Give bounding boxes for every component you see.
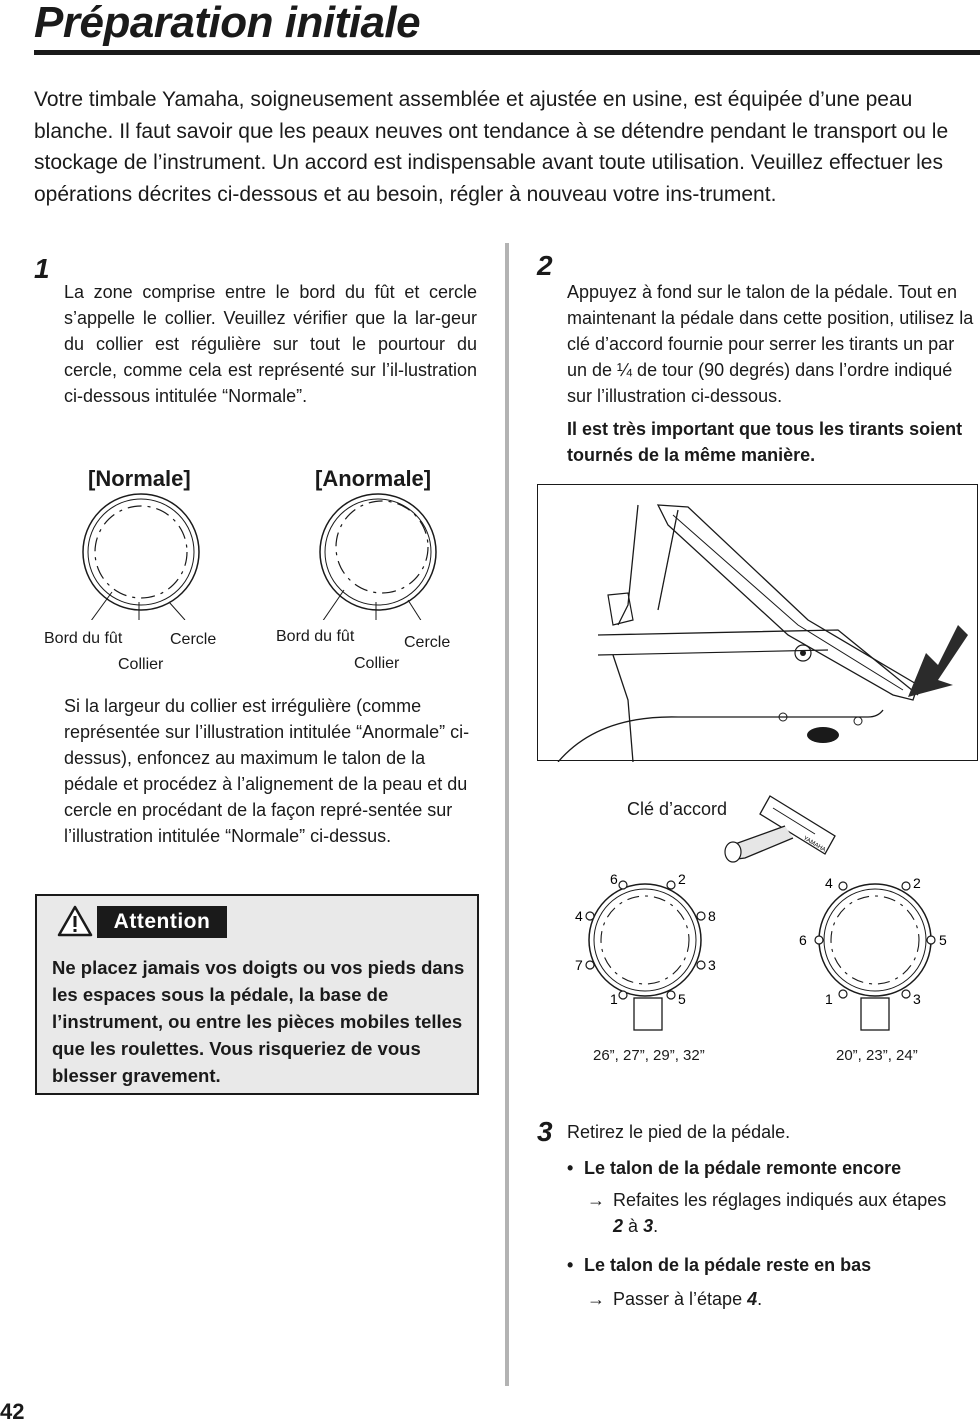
step-1-text: La zone comprise entre le bord du fût et cercle s’appelle le collier. Veuillez vérifier que la lar-geur du collier est régulière sur tout le pourtour du cercle, comme cela est représenté sur l’il-lustration ci-dessous intitulée “Normale”.	[64, 282, 477, 406]
order-label: 8	[708, 908, 716, 924]
order-label: 5	[939, 932, 947, 948]
tuning-key-brand: YAMAHA	[801, 835, 827, 854]
step-2-emphasis: Il est très important que tous les tirants soient tournés de la même manière.	[567, 419, 963, 465]
bullet-mark: •	[567, 1255, 574, 1275]
order-label: 4	[825, 875, 833, 891]
order-label: 4	[575, 908, 583, 924]
order-label: 6	[799, 932, 807, 948]
step-ref-end: .	[757, 1289, 763, 1309]
bullet-1-steps	[613, 1213, 658, 1239]
page-number: 42	[0, 1399, 25, 1424]
order-label: 6	[610, 871, 618, 887]
step-3-text: Retirez le pied de la pédale.	[567, 1122, 791, 1142]
order-label: 5	[678, 991, 686, 1007]
bullet-1-action-text: Refaites les réglages indiqués aux étapes	[613, 1190, 947, 1210]
step-ref: 2	[613, 1216, 624, 1236]
step-1-number: 1	[34, 253, 50, 284]
order-label: 7	[575, 957, 583, 973]
order-label: 3	[708, 957, 716, 973]
bullet-mark: •	[567, 1158, 574, 1178]
step-ref: 3	[643, 1216, 654, 1236]
bullet-1-action	[613, 1187, 979, 1213]
drum-order-large	[570, 870, 730, 1040]
abnormal-label-bord: Bord du fût	[276, 628, 355, 645]
drum-small-sizes: 20”, 23”, 24”	[836, 1047, 918, 1064]
step-ref-end: .	[653, 1216, 659, 1236]
drum-large-sizes: 26”, 27”, 29”, 32”	[593, 1047, 705, 1064]
arrow-icon: →	[587, 1289, 605, 1309]
step-2-text: Appuyez à fond sur le talon de la pédale. Tout en maintenant la pédale dans cette position, utilisez la clé d’accord fournie pour serrer les tirants un par un de ¼ de tour (90 degrés) dans l’ordre indiqué sur l’illustration ci-dessous.	[567, 282, 974, 406]
warning-icon	[57, 904, 93, 938]
order-label: 2	[678, 871, 686, 887]
tuning-key-icon	[715, 786, 845, 866]
pedal-drawing	[538, 485, 979, 762]
abnormal-drum-diagram	[300, 490, 470, 620]
step-ref: 4	[747, 1289, 758, 1309]
bullet-2-action-text: Passer à l’étape	[613, 1289, 743, 1309]
step-2-number: 2	[537, 250, 553, 281]
order-label: 2	[913, 875, 921, 891]
normal-heading: [Normale]	[88, 466, 191, 491]
abnormal-heading: [Anormale]	[315, 466, 432, 491]
tuning-key-label: Clé d’accord	[627, 799, 728, 819]
column-divider	[505, 243, 509, 1386]
arrow-icon: →	[587, 1190, 605, 1210]
title-rule	[34, 50, 980, 55]
abnormal-label-cercle: Cercle	[404, 634, 451, 651]
order-label: 1	[610, 991, 618, 1007]
normal-label-cercle: Cercle	[170, 631, 217, 648]
bullet-1: Le talon de la pédale remonte encore	[584, 1158, 902, 1178]
normal-drum-diagram	[60, 490, 230, 620]
step-1-text-2: Si la largeur du collier est irrégulière (comme représentée sur l’illustration intitulée “Anormale” ci-dessus), enfoncez au maximum le talon de la pédale et procédez à l’alignement de la peau et du cercle en procédant de la façon repré-sentée sur l’illustration intitulée “Normale” ci-dessus.	[64, 696, 470, 846]
drum-order-small	[795, 870, 955, 1040]
attention-label: Attention	[97, 906, 227, 938]
step-3-number: 3	[537, 1116, 553, 1147]
bullet-2: Le talon de la pédale reste en bas	[584, 1255, 872, 1275]
attention-box	[35, 894, 479, 1095]
order-label: 1	[825, 991, 833, 1007]
bullet-2-action	[613, 1286, 762, 1312]
page-title: Préparation initiale	[34, 0, 421, 47]
normal-label-collier: Collier	[118, 656, 164, 673]
intro-paragraph: Votre timbale Yamaha, soigneusement assemblée et ajustée en usine, est équipée d’une peau blanche. Il faut savoir que les peaux neuves ont tendance à se détendre pendant le transport ou le stockage de l’instrument. Un accord est indispensable avant toute utilisation. Veuillez effectuer les opérations décrites ci-dessous et au besoin, régler à nouveau votre ins-trument.	[34, 88, 949, 206]
pedal-illustration	[537, 484, 978, 761]
order-label: 3	[913, 991, 921, 1007]
normal-label-bord: Bord du fût	[44, 630, 123, 647]
abnormal-label-collier: Collier	[354, 655, 400, 672]
step-ref-mid: à	[628, 1216, 639, 1236]
attention-text: Ne placez jamais vos doigts ou vos pieds dans les espaces sous la pédale, la base de l’instrument, ou entre les pièces mobiles telles que les roulettes. Vous risqueriez de vous blesser gravement.	[52, 957, 465, 1086]
